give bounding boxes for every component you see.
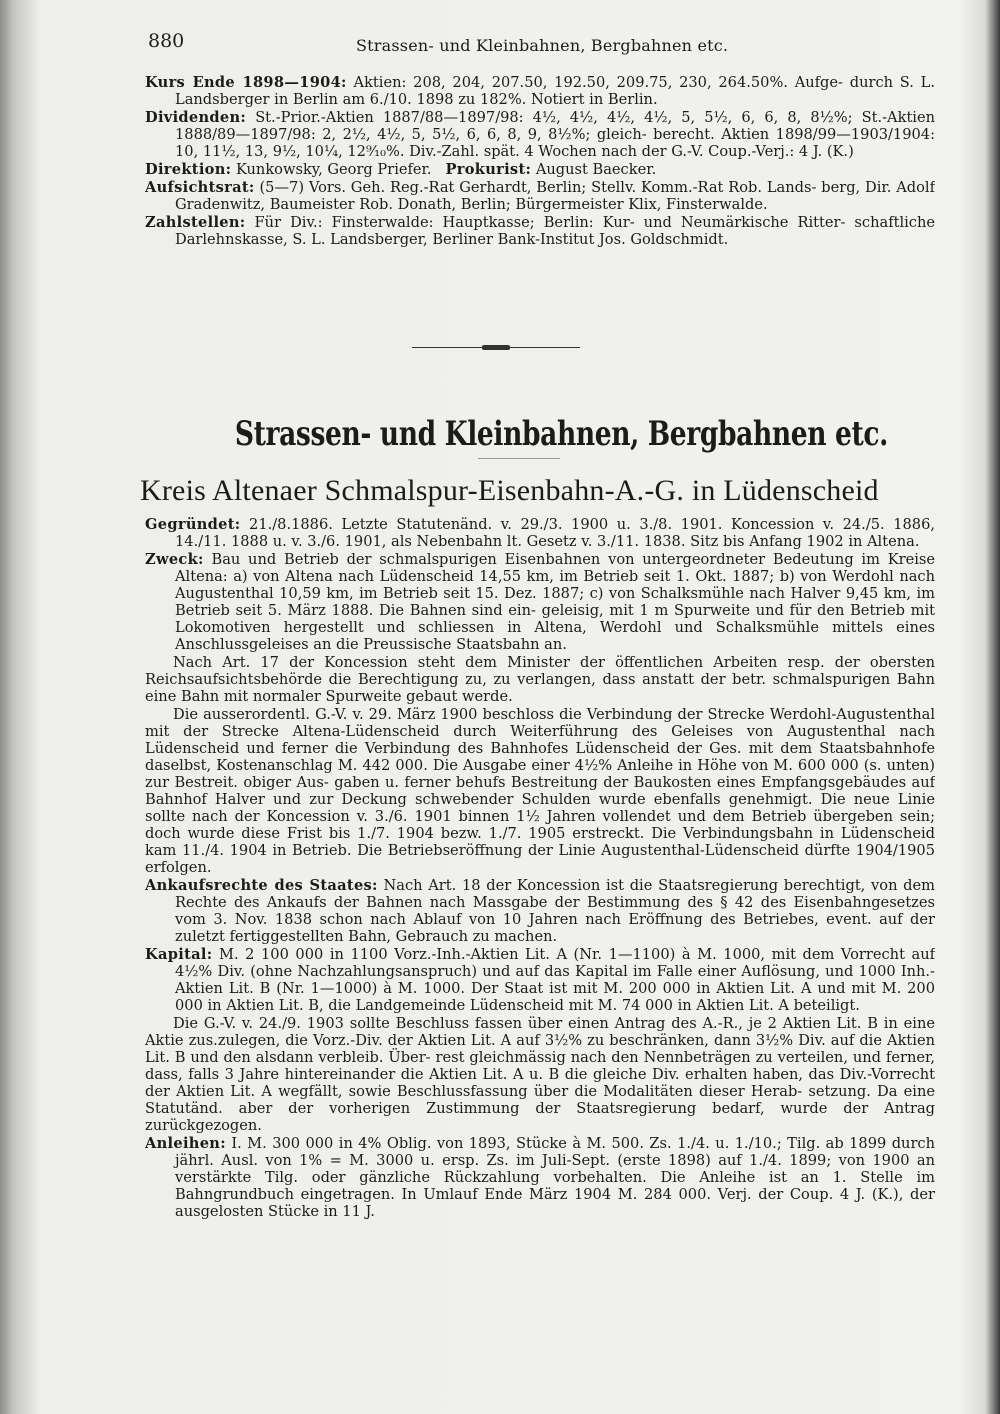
paragraph-anleihen — [145, 1135, 935, 1220]
company-title: Kreis Altenaer Schmalspur-Eisenbahn-A.-G. in Lüdenscheid — [140, 474, 879, 507]
field-label: Zahlstellen: — [145, 214, 246, 231]
field-label: Dividenden: — [145, 109, 247, 126]
paragraph-ankaufsrechte — [145, 877, 935, 945]
running-title: Strassen- und Kleinbahnen, Bergbahnen etc. — [356, 36, 729, 55]
field-text: Kunkowsky, Georg Priefer. — [235, 161, 432, 178]
field-label: Prokurist: — [445, 161, 532, 178]
paragraph-gv-1900 — [145, 706, 935, 876]
field-label: Ankaufsrechte des Staates: — [145, 877, 378, 894]
field-text: M. 2 100 000 in 1100 Vorz.-Inh.-Aktien Lit. A (Nr. 1—1100) à M. 1000, mit dem Vorrecht auf 4½% Div. (ohne Nachzahlungsanspruch) und auf das Kapital im Falle einer Auflösung, und 1000 Inh.-Aktien Lit. B (Nr. 1—1000) à M. 1000. Der Staat ist mit M. 200 000 in Aktien Lit. A und mit M. 200 000 in Aktien Lit. B, die Landgemeinde Lüdenscheid mit M. 74 000 in Aktien Lit. A beteiligt. — [175, 946, 935, 1014]
title-rule — [478, 458, 560, 459]
field-text: I. M. 300 000 in 4% Oblig. von 1893, Stücke à M. 500. Zs. 1./4. u. 1./10.; Tilg. ab 1899 durch jährl. Ausl. von 1% = M. 3000 u. ersp. Zs. im Juli-Sept. (erste 1898) auf 1./4. 1899; von 1900 an verstärkte Tilg. oder gänzliche Rückzahlung vorbehalten. Die Anleihe ist an 1. Stelle im Bahngrundbuch eingetragen. In Umlauf Ende März 1904 M. 284 000. Verj. der Coup. 4 J. (K.), der ausgelosten Stücke in 11 J. — [175, 1135, 935, 1220]
section-title: Strassen- und Kleinbahnen, Bergbahnen etc. — [234, 414, 888, 454]
field-text: (5—7) Vors. Geh. Reg.-Rat Gerhardt, Berlin; Stellv. Komm.-Rat Rob. Lands- berg, Dir. Adolf Gradenwitz, Baumeister Rob. Donath, Berlin; Bürgermeister Klix, Finsterwalde. — [175, 179, 935, 213]
paragraph-kurs — [145, 74, 935, 108]
paragraph-gegruendet — [145, 516, 935, 550]
previous-entry — [145, 74, 935, 306]
field-text: 21./8.1886. Letzte Statutenänd. v. 29./3. 1900 u. 3./8. 1901. Koncession v. 24./5. 1886, 14./11. 1888 u. v. 3./6. 1901, als Nebenbahn lt. Gesetz v. 3./11. 1838. Sitz bis Anfang 1902 in Altena. — [175, 516, 935, 550]
field-text: August Baecker. — [535, 161, 657, 178]
field-label: Kurs Ende 1898—1904: — [145, 74, 347, 91]
field-text: Für Div.: Finsterwalde: Hauptkasse; Berlin: Kur- und Neumärkische Ritter- schaftliche Darlehnskasse, S. L. Landsberger, Berliner Bank-Institut Jos. Goldschmidt. — [175, 214, 935, 248]
field-text: Die ausserordentl. G.-V. v. 29. März 1900 beschloss die Verbindung der Strecke Werdohl-Augustenthal mit der Strecke Altena-Lüdenscheid durch Weiterführung des Geleises von Augustenthal nach Lüdenscheid und ferner die Verbindung des Bahnhofes Lüdenscheid der Ges. mit dem Staatsbahnhofe daselbst, Kostenanschlag M. 442 000. Die Ausgabe einer 4½% Anleihe in Höhe von M. 600 000 (s. unten) zur Bestreit. obiger Aus- gaben u. ferner behufs Bestreitung der Baukosten eines Empfangsgebäudes auf Bahnhof Halver und zur Deckung schwebender Schulden wurde ebenfalls genehmigt. Die neue Linie sollte nach der Koncession v. 3./6. 1901 binnen 1½ Jahren vollendet und dem Betrieb übergeben sein; doch wurde diese Frist bis 1./7. 1904 bezw. 1./7. 1905 erstreckt. Die Verbindungsbahn in Lüdenscheid kam 11./4. 1904 in Betrieb. Die Betriebseröffnung der Linie Augustenthal-Lüdenscheid dürfte 1904/1905 erfolgen. — [145, 706, 935, 876]
field-text: Bau und Betrieb der schmalspurigen Eisenbahnen von untergeordneter Bedeutung im Kreise Altena: a) von Altena nach Lüdenscheid 14,55 km, im Betrieb seit 1. Okt. 1887; b) von Werdohl nach Augustenthal 10,59 km, im Betrieb seit 15. Dez. 1887; c) von Schalksmühle nach Halver 9,45 km, im Betrieb seit 5. März 1888. Die Bahnen sind ein- geleisig, mit 1 m Spurweite und für den Betrieb mit Lokomotiven hergestellt und schliessen in Altena, Werdohl und Schalksmühle mittels eines Anschlussgeleises an die Preussische Staatsbahn an. — [175, 551, 935, 653]
field-text: Aktien: 208, 204, 207.50, 192.50, 209.75, 230, 264.50%. Aufge- durch S. L. Landsberger in Berlin am 6./10. 1898 zu 182%. Notiert in Berlin. — [175, 74, 935, 108]
paragraph-koncession — [145, 654, 935, 705]
field-text: Nach Art. 18 der Koncession ist die Staatsregierung berechtigt, von dem Rechte des Ankaufs der Bahnen nach Massgabe der Bestimmung des § 42 des Eisenbahngesetzes vom 3. Nov. 1838 schon nach Ablauf von 10 Jahren nach Eröffnung des Betriebes, event. auf der zuletzt fertiggestellten Bahn, Gebrauch zu machen. — [175, 877, 935, 945]
paragraph-zahlstellen — [145, 214, 935, 248]
field-label: Kapital: — [145, 946, 213, 963]
field-text: Die G.-V. v. 24./9. 1903 sollte Beschluss fassen über einen Antrag des A.-R., je 2 Aktien Lit. B in eine Aktie zus.zulegen, die Vorz.-Div. der Aktien Lit. A auf 3½% zu beschränken, dann 3½% Div. auf die Aktien Lit. B und den alsdann verbleib. Über- rest gleichmässig nach den Nennbeträgen zu verteilen, und ferner, dass, falls 3 Jahre hintereinander die Aktien Lit. A u. B die gleiche Div. erhalten haben, das Div.-Vorrecht der Aktien Lit. A wegfällt, sowie Beschlussfassung über die Modalitäten dieser Herab- setzung. Da eine Statutänd. aber der vorherigen Zustimmung der Staatsregierung bedarf, wurde der Antrag zurückgezogen. — [145, 1015, 935, 1134]
field-label: Zweck: — [145, 551, 204, 568]
field-label: Anleihen: — [145, 1135, 226, 1152]
paragraph-direktion — [145, 161, 935, 178]
paragraph-zweck — [145, 551, 935, 653]
paragraph-gv-1903 — [145, 1015, 935, 1134]
field-text: St.-Prior.-Aktien 1887/88—1897/98: 4½, 4½, 4½, 4½, 5, 5½, 6, 6, 8, 8½%; St.-Aktien 1888/89—1897/98: 2, 2½, 4½, 5, 5½, 6, 6, 8, 9, 8½%; gleich- berecht. Aktien 1898/99—1903/1904: 10, 11½, 13, 9½, 10¼, 12⁹⁄₁₀%. Div.-Zahl. spät. 4 Wochen nach der G.-V. Coup.-Verj.: 4 J. (K.) — [175, 109, 935, 160]
paragraph-aufsichtsrat — [145, 179, 935, 213]
field-label: Direktion: — [145, 161, 232, 178]
field-text: Nach Art. 17 der Koncession steht dem Minister der öffentlichen Arbeiten resp. der obersten Reichsaufsichtsbehörde die Berechtigung zu, zu verlangen, dass anstatt der betr. schmalspurigen Bahn eine Bahn mit normaler Spurweite gebaut werde. — [145, 654, 935, 705]
field-label: Gegründet: — [145, 516, 241, 533]
company-entry — [145, 516, 935, 1384]
ornamental-divider — [412, 346, 580, 350]
paragraph-kapital — [145, 946, 935, 1014]
field-label: Aufsichtsrat: — [145, 179, 255, 196]
running-header — [148, 30, 798, 56]
paragraph-dividenden — [145, 109, 935, 160]
page-number: 880 — [148, 30, 185, 52]
